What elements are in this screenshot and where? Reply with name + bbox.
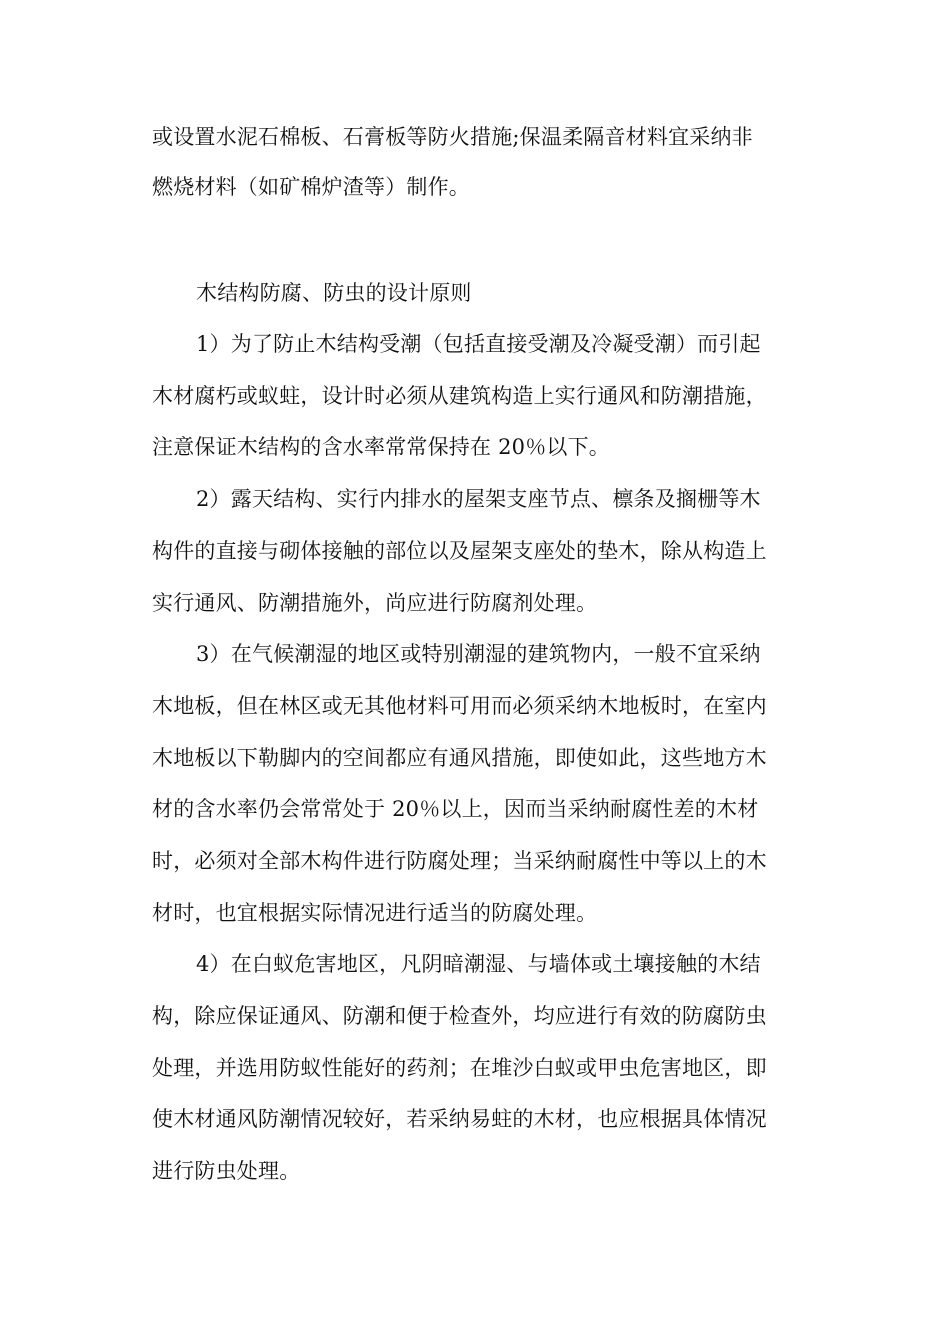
paragraph-line: 2）露天结构、实行内排水的屋架支座节点、檩条及搁栅等木 — [196, 487, 761, 511]
paragraph-line: 处理，并选用防蚁性能好的药剂；在堆沙白蚁或甲虫危害地区，即 — [152, 1056, 767, 1080]
paragraph-line: 进行防虫处理。 — [152, 1159, 301, 1183]
intro-line: 燃烧材料（如矿棉炉渣等）制作。 — [152, 175, 470, 199]
paragraph-line: 木地板，但在林区或无其他材料可用而必须采纳木地板时，在室内 — [152, 694, 767, 718]
intro-line: 或设置水泥石棉板、石膏板等防火措施;保温柔隔音材料宜采纳非 — [152, 125, 753, 149]
paragraph-line: 时，必须对全部木构件进行防腐处理；当采纳耐腐性中等以上的木 — [152, 849, 767, 873]
paragraph-line: 实行通风、防潮措施外，尚应进行防腐剂处理。 — [152, 591, 598, 615]
paragraph-line: 材的含水率仍会常常处于 20％以上，因而当采纳耐腐性差的木材 — [152, 797, 759, 821]
section-heading: 木结构防腐、防虫的设计原则 — [196, 281, 472, 305]
paragraph-line: 构件的直接与砌体接触的部位以及屋架支座处的垫木，除从构造上 — [152, 539, 767, 563]
paragraph-line: 材时，也宜根据实际情况进行适当的防腐处理。 — [152, 901, 598, 925]
paragraph-line: 木材腐朽或蚁蛀，设计时必须从建筑构造上实行通风和防潮措施， — [152, 384, 767, 408]
paragraph-line: 注意保证木结构的含水率常常保持在 20％以下。 — [152, 435, 610, 459]
paragraph-line: 4）在白蚁危害地区，凡阴暗潮湿、与墙体或土壤接触的木结 — [196, 952, 761, 976]
paragraph-line: 3）在气候潮湿的地区或特别潮湿的建筑物内，一般不宜采纳 — [196, 642, 761, 666]
paragraph-line: 构，除应保证通风、防潮和便于检查外，均应进行有效的防腐防虫 — [152, 1004, 767, 1028]
paragraph-line: 木地板以下勒脚内的空间都应有通风措施，即使如此，这些地方木 — [152, 746, 767, 770]
paragraph-line: 使木材通风防潮情况较好，若采纳易蛀的木材，也应根据具体情况 — [152, 1107, 767, 1131]
paragraph-line: 1）为了防止木结构受潮（包括直接受潮及冷凝受潮）而引起 — [196, 332, 761, 356]
